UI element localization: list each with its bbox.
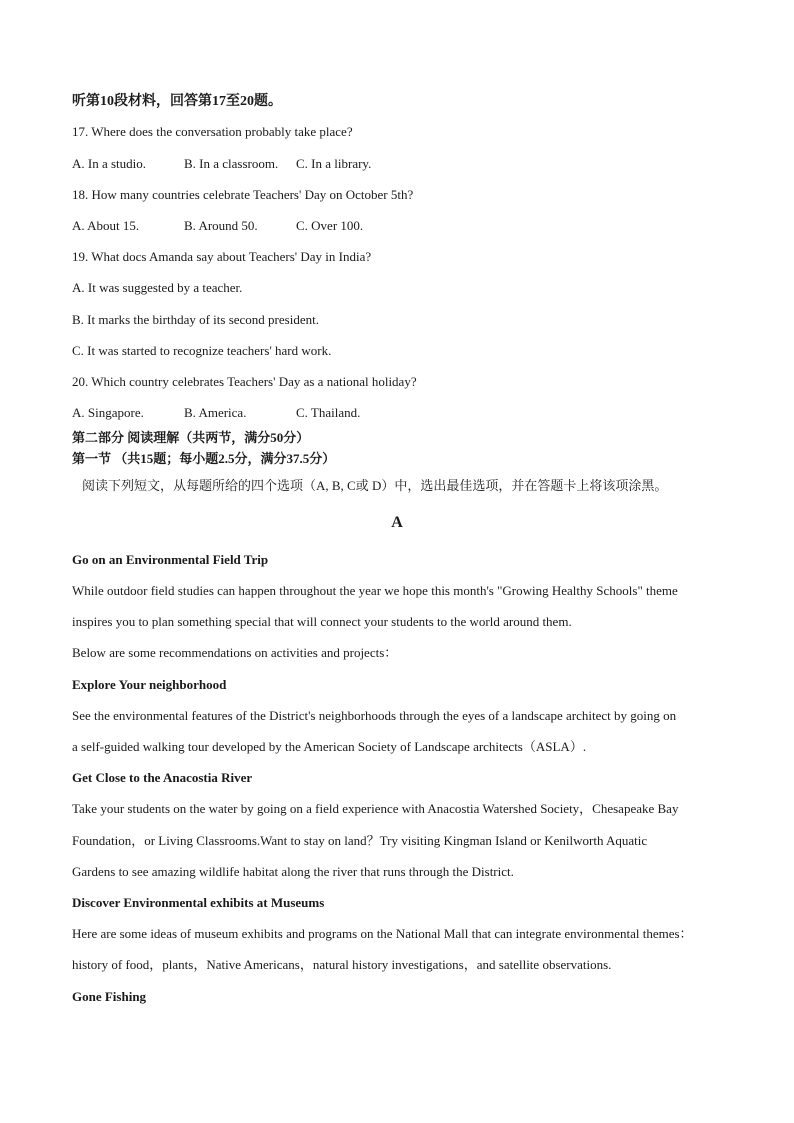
question-18: 18. How many countries celebrate Teachers' Day on October 5th? [72, 187, 414, 202]
explore-line-2: a self-guided walking tour developed by the American Society of Landscape architects（ASLA）. [72, 739, 587, 754]
museums-line-1: Here are some ideas of museum exhibits and programs on the National Mall that can integrate environmental themes： [72, 926, 693, 941]
option-b: B. America. [184, 405, 247, 420]
question-18-options [72, 218, 363, 234]
option-c: C. In a library. [296, 156, 372, 171]
option-a: A. Singapore. [72, 405, 144, 420]
passage-title: Go on an Environmental Field Trip [72, 552, 269, 567]
subheading-museums: Discover Environmental exhibits at Museums [72, 895, 325, 910]
question-19: 19. What docs Amanda say about Teachers' Day in India? [72, 249, 372, 264]
question-19-option-c: C. It was started to recognize teachers' hard work. [72, 343, 332, 358]
subheading-fishing: Gone Fishing [72, 989, 147, 1004]
question-19-option-b: B. It marks the birthday of its second president. [72, 312, 319, 327]
question-17-options [72, 156, 371, 172]
option-a: A. In a studio. [72, 156, 147, 171]
option-a: A. About 15. [72, 218, 140, 233]
explore-line-1: See the environmental features of the District's neighborhoods through the eyes of a landscape architect by going on [72, 708, 677, 723]
part-two-heading: 第二部分 阅读理解（共两节，满分50分） [72, 430, 310, 445]
intro-line-2: inspires you to plan something special that will connect your students to the world around them. [72, 614, 572, 629]
question-19-option-a: A. It was suggested by a teacher. [72, 280, 243, 295]
museums-line-2: history of food，plants，Native Americans，natural history investigations，and satellite observations. [72, 957, 612, 972]
subheading-explore: Explore Your neighborhood [72, 677, 227, 692]
anacostia-line-3: Gardens to see amazing wildlife habitat along the river that runs through the District. [72, 864, 514, 879]
subheading-anacostia: Get Close to the Anacostia River [72, 770, 253, 785]
intro-line-3: Below are some recommendations on activities and projects： [72, 645, 398, 660]
option-b: B. Around 50. [184, 218, 258, 233]
question-17: 17. Where does the conversation probably take place? [72, 124, 353, 139]
passage-letter: A [391, 514, 403, 531]
question-20: 20. Which country celebrates Teachers' Day as a national holiday? [72, 374, 417, 389]
listening-heading: 听第10段材料，回答第17至20题。 [72, 94, 282, 109]
intro-line-1: While outdoor field studies can happen throughout the year we hope this month's "Growing Healthy Schools" theme [72, 583, 678, 598]
section-one-heading: 第一节 （共15题；每小题2.5分，满分37.5分） [72, 451, 336, 466]
anacostia-line-1: Take your students on the water by going on a field experience with Anacostia Watershed Society，Chesapeake Bay [72, 801, 679, 816]
option-c: C. Over 100. [296, 218, 364, 233]
question-20-options [72, 405, 360, 421]
option-b: B. In a classroom. [184, 156, 279, 171]
anacostia-line-2: Foundation，or Living Classrooms.Want to stay on land？Try visiting Kingman Island or Kenilworth Aquatic [72, 833, 648, 848]
option-c: C. Thailand. [296, 405, 361, 420]
reading-instruction: 阅读下列短文，从每题所给的四个选项（A, B, C或 D）中，选出最佳选项，并在答题卡上将该项涂黑。 [82, 478, 668, 493]
